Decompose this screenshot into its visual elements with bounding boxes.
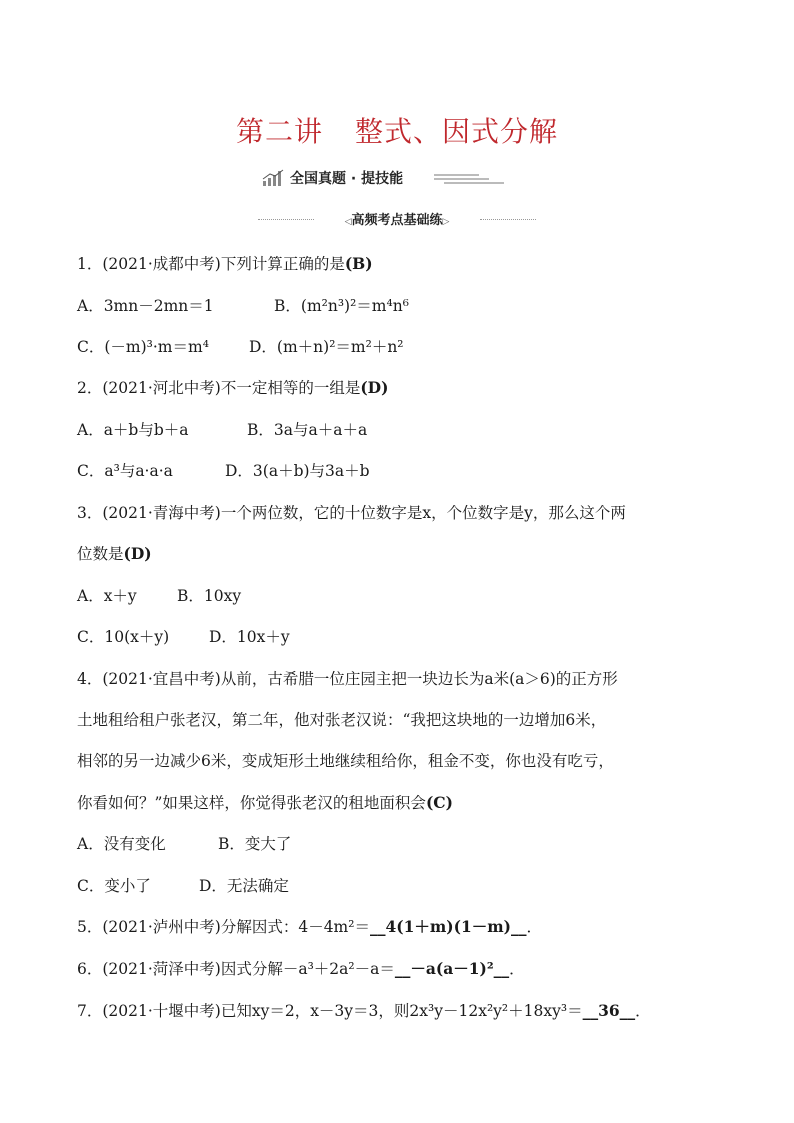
question-4-stem-line2: 土地租给租户张老汉，第二年，他对张老汉说：“我把这块地的一边增加6米， <box>77 711 607 729</box>
question-6: 6．(2021·菏泽中考)因式分解－a³＋2a²－a＝__－a(a－1)²__． <box>77 959 525 978</box>
question-3-option-d: D．10x＋y <box>209 628 290 646</box>
question-3-option-b: B．10xy <box>177 587 242 605</box>
sub-heading: ◁高频考点基础练▷ <box>344 213 450 228</box>
question-5-answer: __4(1＋m)(1－m)__ <box>369 917 527 936</box>
question-4-option-b: B．变大了 <box>218 835 292 853</box>
question-1-option-d: D．(m＋n)²＝m²＋n² <box>249 338 404 356</box>
question-7: 7．(2021·十堰中考)已知xy＝2，x－3y＝3，则2x³y－12x²y²＋18xy³＝__36__． <box>77 1001 651 1020</box>
question-5: 5．(2021·泸州中考)分解因式：4－4m²＝__4(1＋m)(1－m)__． <box>77 917 542 936</box>
question-1-option-b: B．(m²n³)²＝m⁴n⁶ <box>274 297 409 315</box>
question-1-option-c: C．(－m)³·m＝m⁴ <box>77 338 209 356</box>
question-1-option-a: A．3mn－2mn＝1 <box>77 297 214 315</box>
question-4-stem-line3: 相邻的另一边减少6米，变成矩形土地继续租给你，租金不变，你也没有吃亏， <box>77 752 614 770</box>
divider-right <box>480 219 536 220</box>
question-4-option-d: D．无法确定 <box>199 877 289 895</box>
question-2-stem: 2．(2021·河北中考)不一定相等的一组是(D) <box>77 378 389 397</box>
triangle-right-icon: ▷ <box>442 217 450 227</box>
divider-left <box>258 219 314 220</box>
question-4-stem-line4: 你看如何？”如果这样，你觉得张老汉的租地面积会(C) <box>77 793 453 812</box>
question-2-option-c: C．a³与a·a·a <box>77 462 173 480</box>
section-banner <box>262 167 512 189</box>
question-3-stem-line2: 位数是(D) <box>77 544 152 563</box>
question-3-option-c: C．10(x＋y) <box>77 628 170 646</box>
question-3-stem-line1: 3．(2021·青海中考)一个两位数，它的十位数字是x，个位数字是y，那么这个两 <box>77 504 626 522</box>
question-4-option-a: A．没有变化 <box>77 835 166 853</box>
bar-chart-icon <box>262 169 284 187</box>
question-3-option-a: A．x＋y <box>77 587 137 605</box>
question-4-answer: (C) <box>425 793 453 812</box>
sub-banner <box>258 209 536 229</box>
question-7-answer: __36__ <box>582 1001 636 1020</box>
question-2-option-d: D．3(a＋b)与3a＋b <box>225 462 370 480</box>
question-2-option-a: A．a＋b与b＋a <box>77 421 189 439</box>
title-topic: 整式、因式分解 <box>355 115 559 148</box>
page-title <box>0 110 794 150</box>
question-4-stem-line1: 4．(2021·宜昌中考)从前，古希腊一位庄园主把一块边长为a米(a＞6)的正方形 <box>77 670 618 688</box>
title-lecture: 第二讲 <box>235 115 323 148</box>
question-6-answer: __－a(a－1)²__ <box>394 959 510 978</box>
question-2-answer: (D) <box>360 378 389 397</box>
question-4-option-c: C．变小了 <box>77 877 151 895</box>
question-3-answer: (D) <box>123 544 152 563</box>
question-1-answer: (B) <box>344 254 373 273</box>
decorative-lines <box>434 172 504 186</box>
triangle-left-icon: ◁ <box>344 217 352 227</box>
question-2-option-b: B．3a与a＋a＋a <box>247 421 368 439</box>
section-heading: 全国真题 · 提技能 <box>290 171 404 187</box>
question-1-stem: 1．(2021·成都中考)下列计算正确的是(B) <box>77 254 373 273</box>
